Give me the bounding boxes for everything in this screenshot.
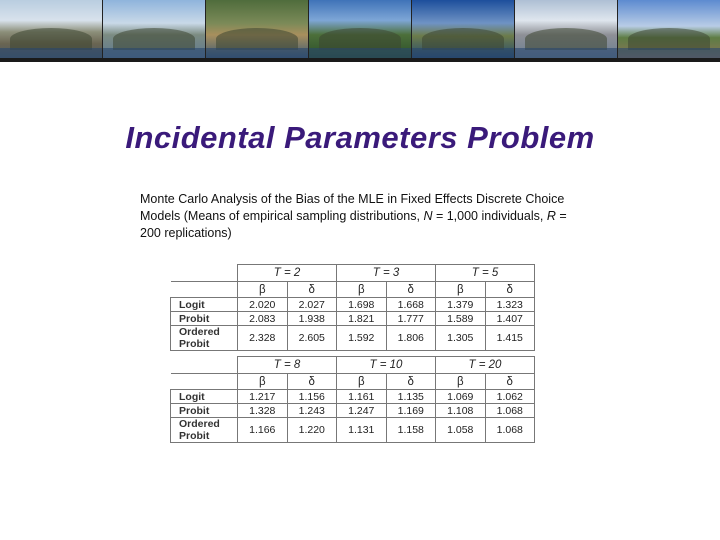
table-cell: 1.379	[436, 298, 486, 312]
banner-divider	[0, 58, 720, 62]
r-symbol: R	[546, 209, 556, 223]
table-cell: 1.062	[485, 390, 535, 404]
table-cell: 1.806	[386, 326, 436, 351]
table-cell: 1.069	[436, 390, 486, 404]
results-panel-1	[170, 264, 535, 351]
photo-banner	[0, 0, 720, 58]
table-cell: 1.589	[436, 312, 486, 326]
table-cell: 1.169	[386, 404, 436, 418]
table-cell: 1.220	[287, 418, 337, 443]
table-cell: 1.108	[436, 404, 486, 418]
row-label: Logit	[171, 298, 238, 312]
beta-symbol: β	[238, 282, 288, 298]
table-row	[171, 312, 535, 326]
delta-symbol: δ	[485, 374, 535, 390]
table-cell: 2.328	[238, 326, 288, 351]
beta-symbol: β	[337, 374, 387, 390]
table-row	[171, 404, 535, 418]
beta-symbol: β	[436, 374, 486, 390]
table-cell: 1.058	[436, 418, 486, 443]
table-cell: 2.083	[238, 312, 288, 326]
table-caption: Monte Carlo Analysis of the Bias of the MLE in Fixed Effects Discrete Choice Models (Means of empirical sampling distributions, N = 1,000 individuals, R = 200 replications)	[140, 192, 567, 240]
table-cell: 1.217	[238, 390, 288, 404]
table-row	[171, 390, 535, 404]
row-label: Logit	[171, 390, 238, 404]
table-cell: 1.821	[337, 312, 387, 326]
table-cell: 2.020	[238, 298, 288, 312]
table-cell: 1.158	[386, 418, 436, 443]
table-cell: 2.027	[287, 298, 337, 312]
n-symbol: N	[423, 209, 433, 223]
table-cell: 1.135	[386, 390, 436, 404]
row-label: Probit	[171, 404, 238, 418]
banner-photo-3	[206, 0, 309, 58]
table-cell: 1.161	[337, 390, 387, 404]
table-cell: 1.592	[337, 326, 387, 351]
banner-photo-7	[618, 0, 720, 58]
beta-symbol: β	[436, 282, 486, 298]
beta-symbol: β	[337, 282, 387, 298]
banner-photo-4	[309, 0, 412, 58]
delta-symbol: δ	[485, 282, 535, 298]
table-cell: 1.323	[485, 298, 535, 312]
table-cell: 1.415	[485, 326, 535, 351]
table-cell: 1.068	[485, 418, 535, 443]
table-cell: 1.328	[238, 404, 288, 418]
row-label: Ordered Probit	[171, 418, 238, 443]
delta-symbol: δ	[386, 282, 436, 298]
table-row	[171, 298, 535, 312]
monte-carlo-table	[170, 264, 535, 443]
row-label: Probit	[171, 312, 238, 326]
period-header: T = 5	[436, 265, 535, 282]
table-cell: 1.777	[386, 312, 436, 326]
banner-photo-6	[515, 0, 618, 58]
table-cell: 1.156	[287, 390, 337, 404]
period-header: T = 20	[436, 357, 535, 374]
slide-title: Incidental Parameters Problem	[125, 120, 595, 155]
table-row	[171, 326, 535, 351]
table-cell: 2.605	[287, 326, 337, 351]
delta-symbol: δ	[287, 374, 337, 390]
table-cell: 1.166	[238, 418, 288, 443]
table-cell: 1.407	[485, 312, 535, 326]
banner-photo-5	[412, 0, 515, 58]
delta-symbol: δ	[287, 282, 337, 298]
results-panel-2	[170, 356, 535, 443]
table-cell: 1.698	[337, 298, 387, 312]
period-header: T = 2	[238, 265, 337, 282]
period-header: T = 10	[337, 357, 436, 374]
table-cell: 1.131	[337, 418, 387, 443]
table-row	[171, 418, 535, 443]
beta-symbol: β	[238, 374, 288, 390]
table-cell: 1.305	[436, 326, 486, 351]
table-cell: 1.243	[287, 404, 337, 418]
table-cell: 1.247	[337, 404, 387, 418]
table-cell: 1.938	[287, 312, 337, 326]
banner-photo-1	[0, 0, 103, 58]
banner-photo-2	[103, 0, 206, 58]
row-label: Ordered Probit	[171, 326, 238, 351]
table-cell: 1.068	[485, 404, 535, 418]
table-cell: 1.668	[386, 298, 436, 312]
period-header: T = 8	[238, 357, 337, 374]
period-header: T = 3	[337, 265, 436, 282]
delta-symbol: δ	[386, 374, 436, 390]
